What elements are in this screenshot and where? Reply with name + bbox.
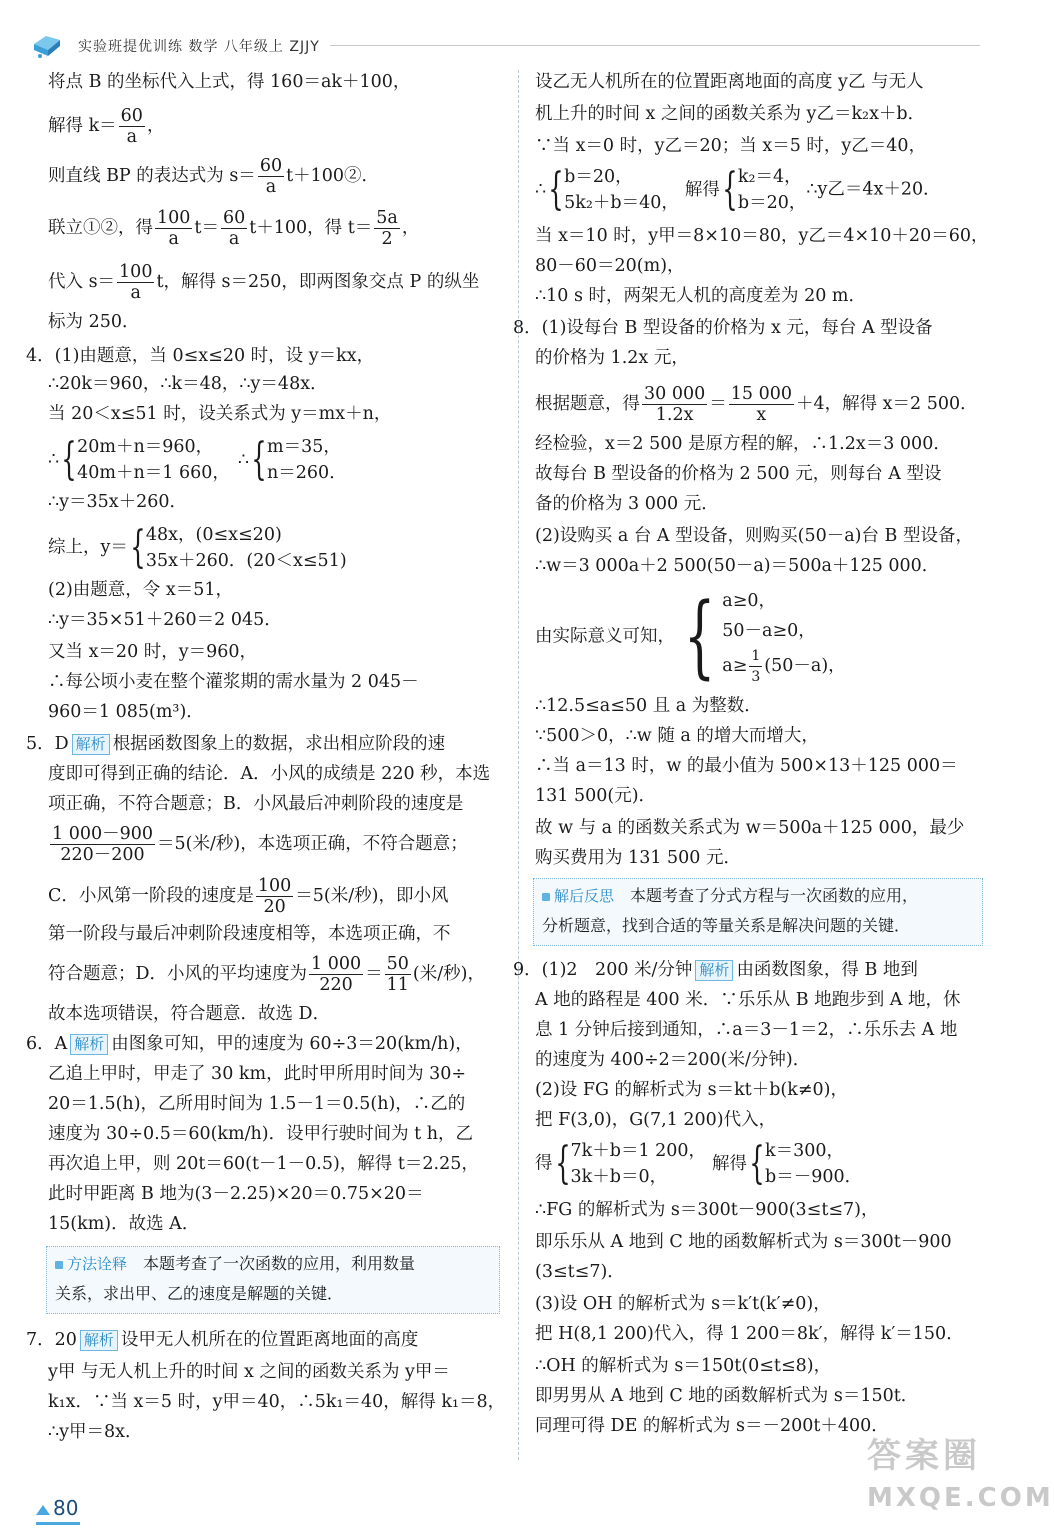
fraction: $\frac{60}{a}$ [120,106,143,147]
fraction: $\frac{15 000}{x}$ [730,384,792,425]
text-line: 项正确，不符合题意；B．小风最后冲刺阶段的速度是 [48,794,464,814]
text-line: 把 H(8,1 200)代入，得 1 200＝8k′，解得 k′＝150． [535,1324,964,1344]
text-line: ∴每公顷小麦在整个灌浆期的需水量为 2 045－ [48,672,419,692]
analysis-tag: 解析 [80,1330,118,1351]
text-line: 度即可得到正确的结论．A．小风的成绩是 220 秒，本选 [48,764,491,784]
text-line: ∴当 a＝13 时，w 的最小值为 500×13＋125 000＝ [535,756,958,776]
question-7: 7．20 解析 设甲无人机所在的位置距离地面的高度 [26,1330,419,1350]
text-line: ∴y＝35x＋260． [48,492,188,512]
text-line: 当 x＝10 时，y甲＝8×10＝80，y乙＝4×10＋20＝60， [535,226,989,246]
text-line: 的价格为 1.2x 元， [535,348,689,368]
equation-system: ∴{b＝20， 5k₂＋b＝40，解得{k₂＝4， b＝20，∴y乙＝4x＋20． [535,164,941,215]
fraction: $\frac{100}{a}$ [119,262,153,303]
analysis-tag: 解析 [72,734,110,755]
text-line: (2)设购买 a 台 A 型设备，则购买(50－a)台 B 型设备， [535,526,973,546]
header-title: 实验班提优训练 数学 八年级上 ZJJY [78,39,320,55]
text-line: $\frac{1 000-900}{220-200}$ ＝5(米/秒)，本选项正确，不符合题意； [52,824,468,865]
method-note-box: 方法诠释 本题考查了一次函数的应用，利用数量 关系，求出甲、乙的速度是解题的关键． [46,1246,500,1314]
question-8: 8．(1)设每台 B 型设备的价格为 x 元，每台 A 型设备 [513,318,933,338]
question-9: 9．(1)2 200 米/分钟 解析 由函数图象，得 B 地到 [513,960,918,980]
text-line: ∴OH 的解析式为 s＝150t(0≤t≤8)， [535,1356,832,1376]
fraction: $\frac{1}{3}$ [751,648,761,685]
question-4: 4．(1)由题意，当 0≤x≤20 时，设 y＝kx， [26,346,375,366]
text-line: 则直线 BP 的表达式为 s＝ $\frac{60}{a}$ t＋100②． [48,156,380,197]
text-line: ∴y＝35×51＋260＝2 045． [48,610,282,630]
text-line: 当 20＜x≤51 时，设关系式为 y＝mx＋n， [48,404,392,424]
text-line: (2)由题意，令 x＝51， [48,580,233,600]
text-line: 联立①②，得 $\frac{100}{a}$ t＝ $\frac{60}{a}$ t＋100，得 t＝ $\frac{5a}{2}$ ， [48,208,420,249]
text-line: 故本选项错误，符合题意．故选 D． [48,1004,331,1024]
analysis-tag: 解析 [70,1034,108,1055]
question-5: 5．D 解析 根据函数图象上的数据，求出相应阶段的速 [26,734,446,754]
fraction: $\frac{100}{20}$ [257,876,292,917]
text-line: 经检验，x＝2 500 是原方程的解，∴1.2x＝3 000． [535,434,951,454]
reflection-note-box: 解后反思 本题考查了分式方程与一次函数的应用， 分析题意，找到合适的等量关系是解决问题的关键． [533,878,983,946]
fraction: $\frac{5a}{2}$ [376,208,398,249]
text-line: ∴y甲＝8x． [48,1422,143,1442]
analysis-tag: 解析 [695,960,733,981]
text-line: 131 500(元)． [535,786,657,806]
text-line: 把 F(3,0)，G(7,1 200)代入， [535,1110,777,1130]
text-line: 速度为 30÷0.5＝60(km/h)．设甲行驶时间为 t h，乙 [48,1124,474,1144]
text-line: 解得 k＝ $\frac{60}{a}$ ， [48,106,165,147]
equation-system: ∴{20m＋n＝960， 40m＋n＝1 660，∴{m＝35， n＝260． [48,434,347,485]
text-line: 代入 s＝ $\frac{100}{a}$ t，解得 s＝250，即两图象交点 P 的纵坐 [48,262,480,303]
text-line: 符合题意；D．小风的平均速度为 $\frac{1 000}{220}$ ＝ $\frac{50}{11}$ (米/秒)， [48,954,485,995]
method-note-tag: 方法诠释 [55,1255,127,1273]
text-line: 再次追上甲，则 20t＝60(t－1－0.5)，解得 t＝2.25， [48,1154,479,1174]
page-marker-icon [36,1505,50,1515]
text-line: 80－60＝20(m)， [535,256,685,276]
text-line: 根据题意，得 $\frac{30 000}{1.2x}$ ＝ $\frac{15 000}{x}$ ＋4，解得 x＝2 500． [535,384,978,425]
text-line: 20＝1.5(h)，乙所用时间为 1.5－1＝0.5(h)，∴乙的 [48,1094,466,1114]
page-underline [36,1522,80,1525]
text-line: 设乙无人机所在的位置距离地面的高度 y乙 与无人 [535,72,924,92]
book-logo-icon [30,30,68,60]
page-header [30,30,980,60]
text-line: 15(km)．故选 A． [48,1214,200,1234]
text-line: 故每台 B 型设备的价格为 2 500 元，则每台 A 型设 [535,464,942,484]
text-line: ∴FG 的解析式为 s＝300t－900(3≤t≤7)， [535,1200,879,1220]
text-line: y甲 与无人机上升的时间 x 之间的函数关系为 y甲＝ [48,1362,450,1382]
text-line: 即男男从 A 地到 C 地的函数解析式为 s＝150t． [535,1386,919,1406]
text-line: 息 1 分钟后接到通知，∴a＝3－1＝2，∴乐乐去 A 地 [535,1020,958,1040]
fraction: $\frac{30 000}{1.2x}$ [644,384,706,425]
fraction: $\frac{100}{a}$ [157,208,191,249]
text-line: k₁x．∵当 x＝5 时，y甲＝40，∴5k₁＝40，解得 k₁＝8， [48,1392,506,1412]
text-line: ∴10 s 时，两架无人机的高度差为 20 m． [535,286,866,306]
inequality-system: 由实际意义可知，{ a≥0， 50－a≥0， a≥ $\frac{1}{3}$ (50－a)， [535,583,846,689]
text-line: 同理可得 DE 的解析式为 s＝－200t＋400． [535,1416,889,1436]
text-line: ∴20k＝960，∴k＝48，∴y＝48x． [48,374,328,394]
watermark: 答案圈 MXQE.COM [867,1436,1054,1513]
text-line: ∴12.5≤a≤50 且 a 为整数． [535,696,762,716]
text-line: 乙追上甲时，甲走了 30 km，此时甲所用时间为 30÷ [48,1064,467,1084]
fraction: $\frac{1 000}{220}$ [311,954,362,995]
text-line: 960＝1 085(m³)． [48,702,204,722]
text-line: 备的价格为 3 000 元． [535,494,719,514]
text-line: ∵500＞0，∴w 随 a 的增大而增大， [535,726,819,746]
equation-system: 得{7k＋b＝1 200， 3k＋b＝0，解得{k＝300， b＝－900． [535,1138,863,1189]
fraction: $\frac{60}{a}$ [259,156,283,197]
text-line: ∴w＝3 000a＋2 500(50－a)＝500a＋125 000． [535,556,940,576]
text-line: C．小风第一阶段的速度是 $\frac{100}{20}$ ＝5(米/秒)，即小风 [48,876,449,917]
text-line: 即乐乐从 A 地到 C 地的函数解析式为 s＝300t－900 [535,1232,952,1252]
text-line: 的速度为 400÷2＝200(米/分钟)． [535,1050,811,1070]
text-line: 购买费用为 131 500 元． [535,848,741,868]
text-line: 又当 x＝20 时，y＝960， [48,642,258,662]
text-line: A 地的路程是 400 米．∵乐乐从 B 地跑步到 A 地，休 [535,990,961,1010]
fraction: $\frac{60}{a}$ [222,208,246,249]
text-line: (3)设 OH 的解析式为 s＝k′t(k′≠0)， [535,1294,831,1314]
fraction: $\frac{1 000-900}{220-200}$ [52,824,154,865]
text-line: (2)设 FG 的解析式为 s＝kt＋b(k≠0)， [535,1080,848,1100]
text-line: ∵当 x＝0 时，y乙＝20；当 x＝5 时，y乙＝40， [535,136,927,156]
text-line: 第一阶段与最后冲刺阶段速度相等，本选项正确，不 [48,924,451,944]
fraction: $\frac{50}{11}$ [386,954,409,995]
header-rule [330,45,980,46]
text-line: 将点 B 的坐标代入上式，得 160＝ak＋100， [48,72,411,92]
text-line: 故 w 与 a 的函数关系式为 w＝500a＋125 000，最少 [535,818,965,838]
text-line: 标为 250． [48,312,140,332]
page-number: 80 [36,1496,78,1520]
text-line: 此时甲距离 B 地为(3－2.25)×20＝0.75×20＝ [48,1184,424,1204]
text-line: (3≤t≤7)． [535,1262,625,1282]
reflection-note-tag: 解后反思 [542,887,614,905]
equation-system: 综上，y＝{48x，(0≤x≤20) 35x＋260．(20＜x≤51) [48,522,347,573]
column-divider [518,70,519,1460]
text-line: 机上升的时间 x 之间的函数关系为 y乙＝k₂x＋b． [535,104,926,124]
question-6: 6．A 解析 由图象可知，甲的速度为 60÷3＝20(km/h)， [26,1034,473,1054]
